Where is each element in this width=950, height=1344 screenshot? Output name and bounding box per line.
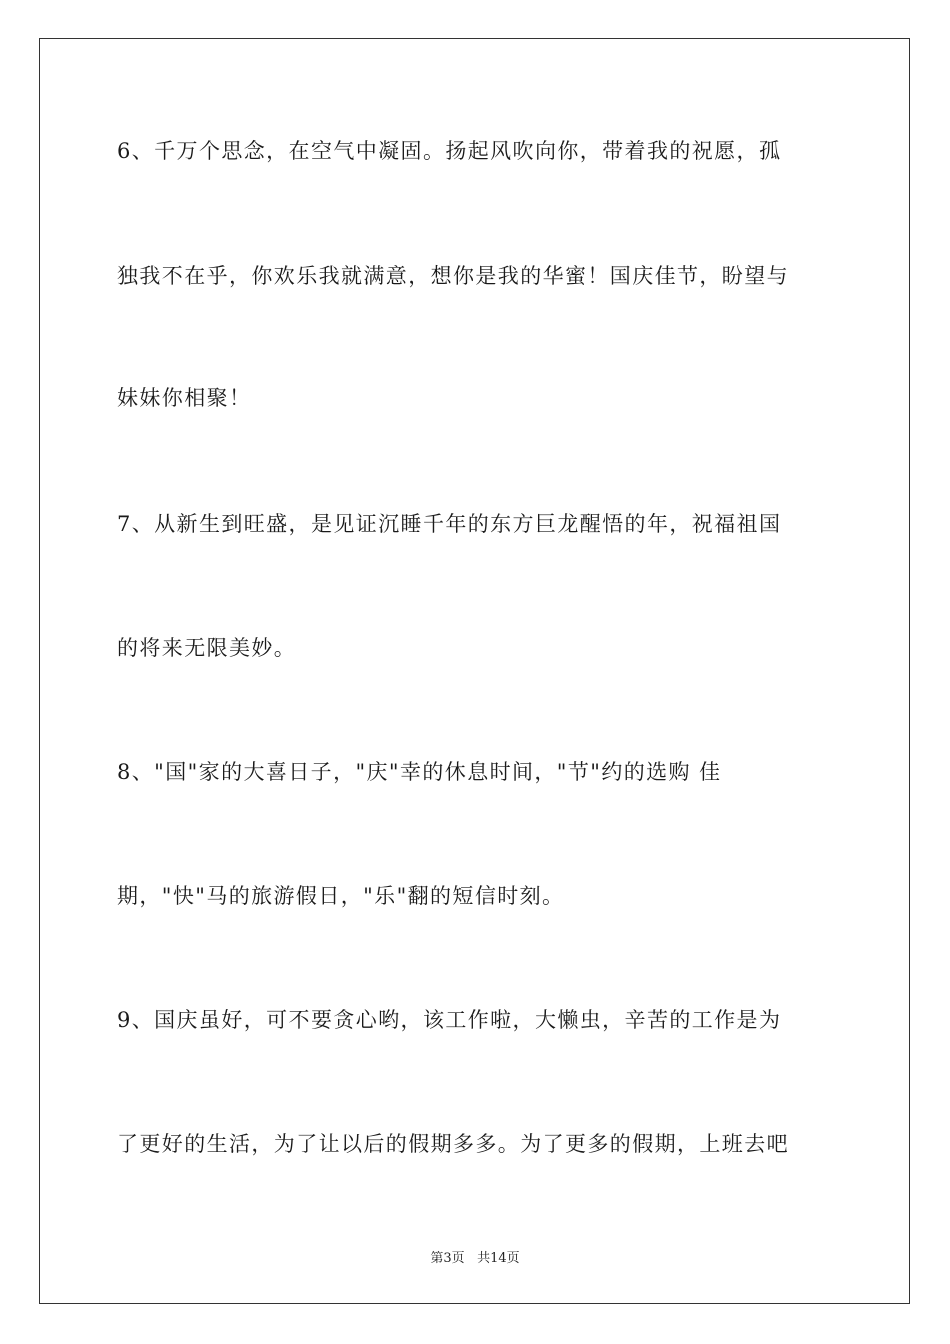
text-line: 了更好的生活，为了让以后的假期多多。为了更多的假期，上班去吧 [117,1132,789,1156]
text-line: 期，"快"马的旅游假日，"乐"翻的短信时刻。 [117,884,565,908]
page-footer [0,1247,950,1266]
text-line: 8、"国"家的大喜日子，"庆"幸的休息时间，"节"约的选购 佳 [117,760,722,784]
text-line: 妹妹你相聚！ [117,386,252,410]
page-border [39,38,910,1304]
text-line: 的将来无限美妙。 [117,636,297,660]
page-number: 第3页 [430,1251,465,1266]
text-line: 9、国庆虽好，可不要贪心哟，该工作啦，大懒虫，辛苦的工作是为 [117,1008,782,1032]
text-line: 7、从新生到旺盛，是见证沉睡千年的东方巨龙醒悟的年，祝福祖国 [117,512,782,536]
text-line: 6、千万个思念，在空气中凝固。扬起风吹向你，带着我的祝愿，孤 [117,139,782,163]
page-total: 共14页 [477,1251,520,1266]
text-line: 独我不在乎，你欢乐我就满意，想你是我的华蜜！国庆佳节，盼望与 [117,264,789,288]
